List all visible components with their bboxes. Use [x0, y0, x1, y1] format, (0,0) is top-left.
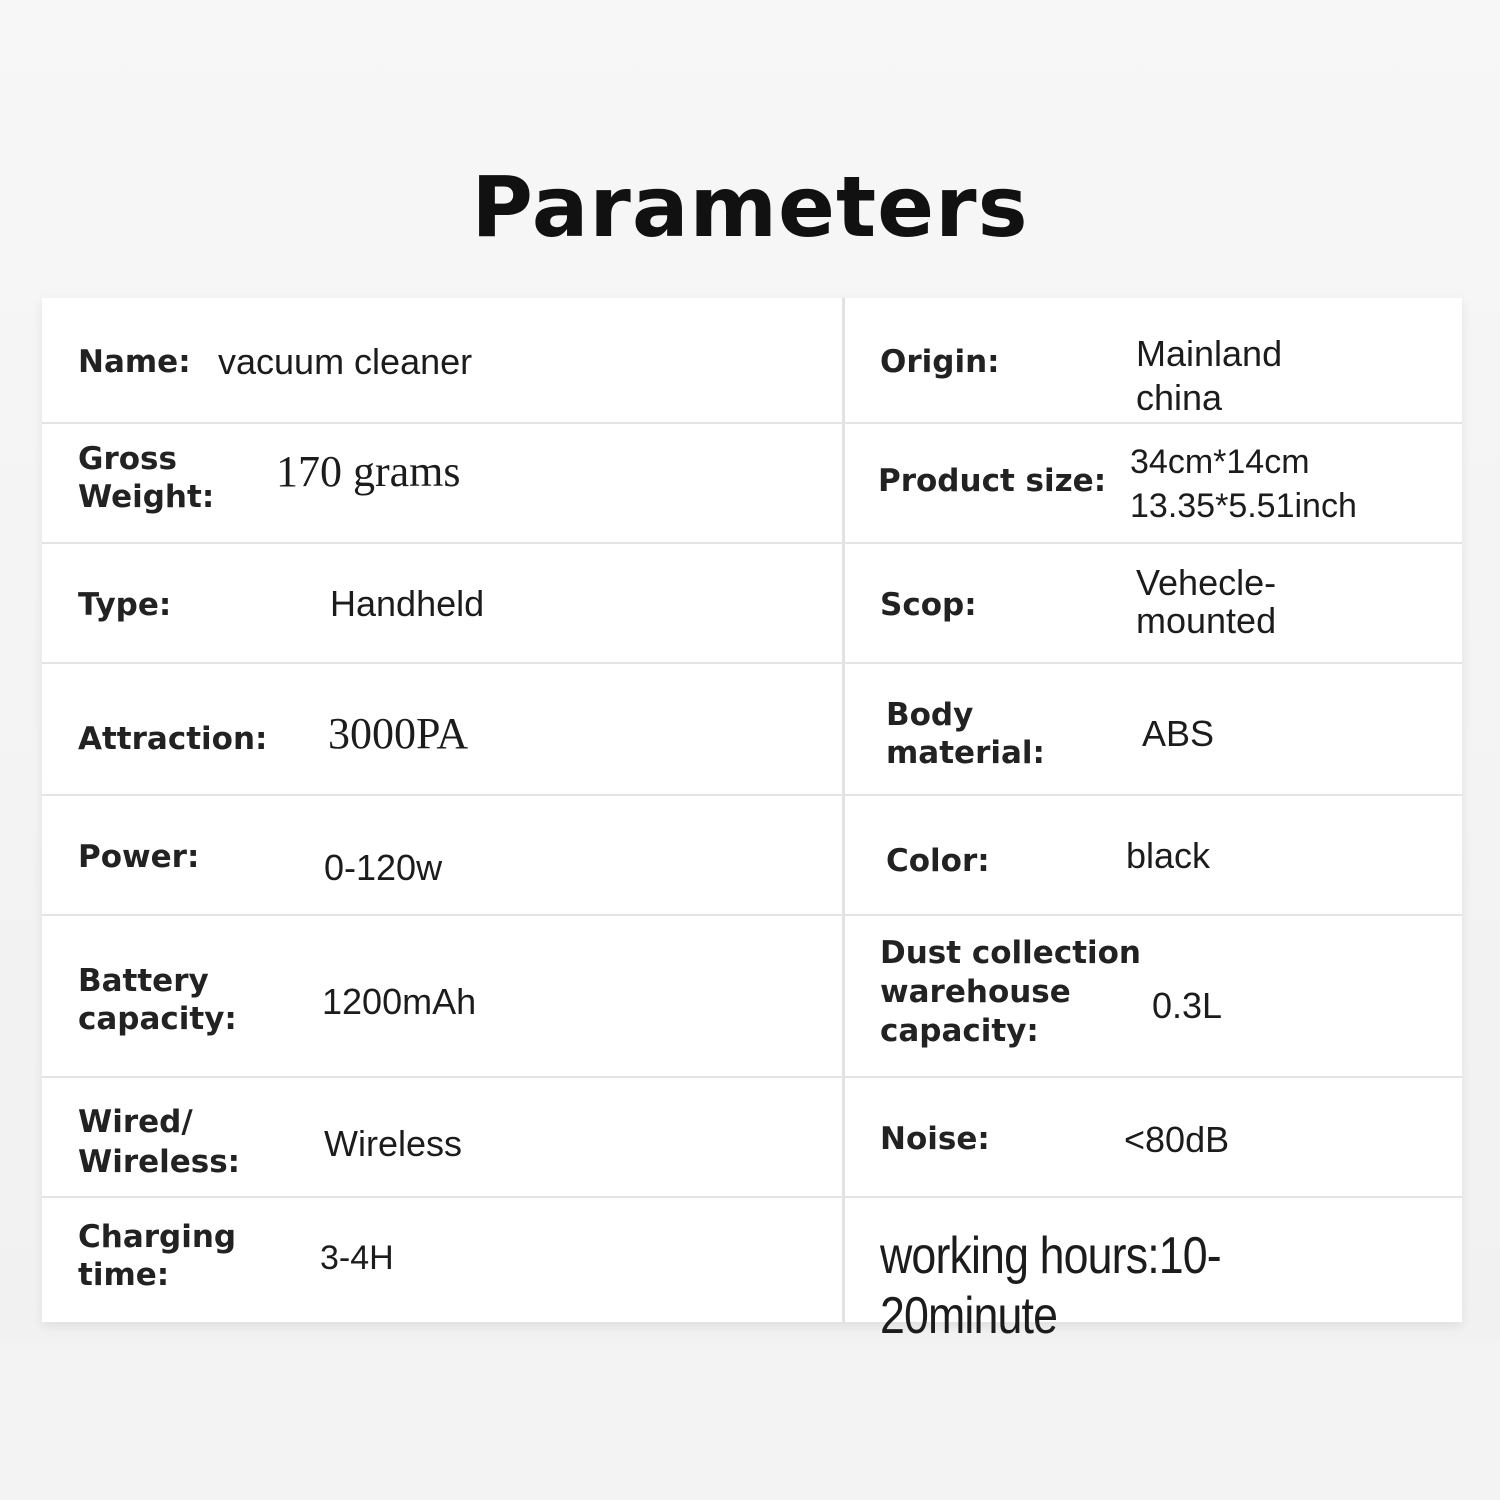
scope-label: Scop:	[880, 587, 977, 623]
charging-time-label: Charging time:	[78, 1219, 237, 1293]
table-row	[42, 542, 1462, 664]
type-label: Type:	[78, 587, 172, 623]
dust-capacity-label: Dust collection warehouse capacity:	[880, 935, 1142, 1049]
battery-capacity-value: 1200mAh	[322, 981, 477, 1022]
noise-label: Noise:	[880, 1121, 990, 1157]
table-row	[42, 1076, 1462, 1198]
color-label: Color:	[886, 843, 990, 879]
product-size-value: 34cm*14cm 13.35*5.51inch	[1130, 443, 1357, 525]
table-row	[42, 1196, 1462, 1345]
charging-time-value: 3-4H	[320, 1239, 394, 1277]
attraction-value: 3000PA	[328, 709, 469, 758]
power-label: Power:	[78, 839, 200, 875]
table-row	[42, 298, 1462, 424]
table-row	[42, 422, 1462, 544]
noise-value: <80dB	[1124, 1119, 1230, 1160]
scope-value: Vehecle- mounted	[1136, 562, 1277, 641]
product-size-label: Product size:	[878, 463, 1107, 499]
color-value: black	[1126, 835, 1211, 876]
name-value: vacuum cleaner	[218, 341, 473, 382]
power-value: 0-120w	[324, 847, 443, 888]
origin-value: Mainland china	[1136, 333, 1283, 418]
body-material-label: Body material:	[886, 697, 1045, 771]
attraction-label: Attraction:	[78, 721, 268, 757]
battery-capacity-label: Battery capacity:	[78, 963, 237, 1037]
gross-weight-value: 170 grams	[276, 447, 461, 496]
type-value: Handheld	[330, 583, 485, 624]
background-bottom	[0, 1340, 1500, 1500]
wired-wireless-label: Wired/ Wireless:	[78, 1104, 241, 1180]
origin-label: Origin:	[880, 344, 1000, 380]
wired-wireless-value: Wireless	[324, 1123, 463, 1164]
table-row	[42, 662, 1462, 796]
dust-capacity-value: 0.3L	[1152, 985, 1223, 1026]
parameters-table	[42, 298, 1462, 1345]
name-label: Name:	[78, 344, 191, 380]
table-row	[42, 914, 1462, 1078]
gross-weight-label: Gross Weight:	[78, 441, 215, 515]
table-row	[42, 794, 1462, 916]
page-title: Parameters	[471, 158, 1029, 256]
body-material-value: ABS	[1142, 713, 1215, 754]
working-hours-value: working hours:10-20minute	[880, 1227, 1221, 1345]
